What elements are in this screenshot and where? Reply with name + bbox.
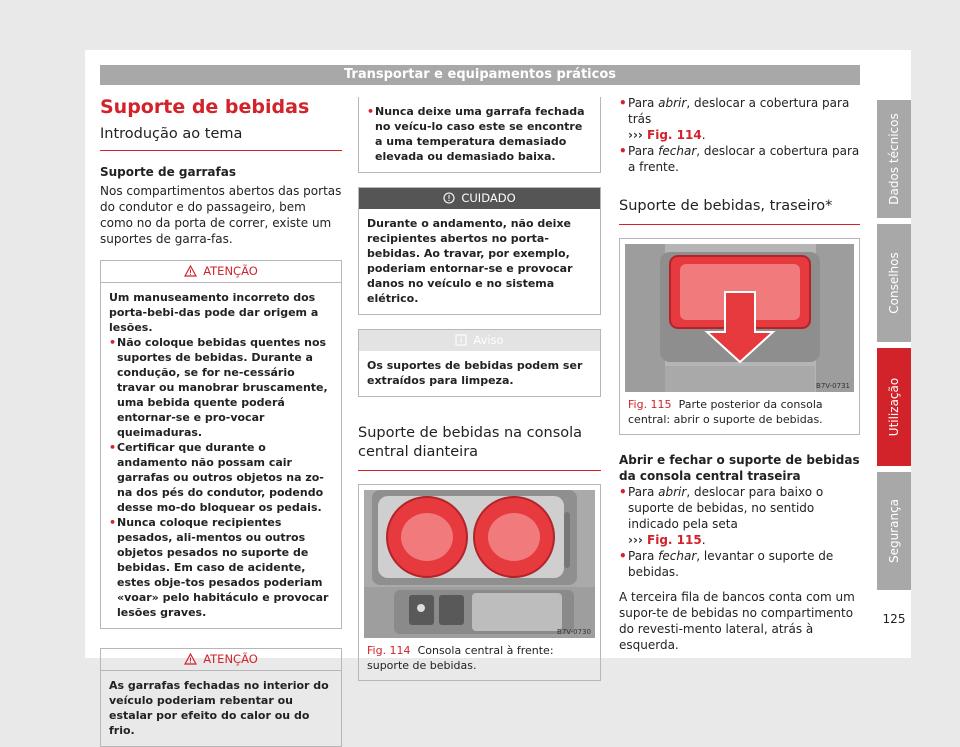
- warning-label: ATENÇÃO: [203, 264, 258, 278]
- tab-utilizacao[interactable]: [877, 348, 911, 466]
- figure-caption: [620, 397, 859, 434]
- tab-conselhos[interactable]: [877, 224, 911, 342]
- caution-label: CUIDADO: [461, 191, 516, 205]
- caution-header: [359, 188, 600, 209]
- notice-header: [359, 330, 600, 351]
- figure-image: [625, 244, 854, 392]
- column-2: [358, 97, 601, 681]
- warning-body: [101, 283, 341, 628]
- text: , deslocar a cobertura para a frente.: [628, 144, 860, 174]
- ref-text: Fig. 114: [647, 128, 702, 142]
- warning-bullet: • Certificar que durante o andamento não possam cair garrafas ou outros objetos na zo-na dos pés do condutor, podendo desse mo-do bloquear os pedais.: [109, 440, 333, 515]
- figure-reference-link[interactable]: [628, 533, 702, 547]
- tab-seguranca[interactable]: [877, 472, 911, 590]
- ref-text: Fig. 115: [647, 533, 702, 547]
- notice-box: [358, 329, 601, 397]
- caution-circle-icon: [443, 192, 455, 204]
- open-instruction: • Para abrir, deslocar a cobertura para trás ››› Fig. 114.: [619, 95, 860, 143]
- tab-label: Utilização: [887, 377, 901, 437]
- figure-number: Fig. 114: [367, 644, 411, 657]
- intro-heading: Suporte de garrafas: [100, 165, 236, 179]
- section-title-rear: Suporte de bebidas, traseiro*: [619, 197, 860, 225]
- page-number: 125: [882, 612, 906, 626]
- text: , levantar o suporte de bebidas.: [628, 549, 834, 579]
- warning-body: [359, 97, 600, 172]
- chapter-header: Transportar e equipamentos práticos: [100, 65, 860, 85]
- warning-body: As garrafas fechadas no interior do veículo poderiam rebentar ou estalar por efeito do calor ou do frio.: [109, 679, 329, 737]
- figure-caption-text: Parte posterior da consola central: abrir o suporte de bebidas.: [628, 398, 823, 426]
- notice-label: Aviso: [473, 333, 504, 347]
- warning-box-1: [100, 260, 342, 629]
- warning-box-2: [100, 648, 342, 747]
- emphasis: abrir: [658, 485, 687, 499]
- rear-console-illustration: [625, 244, 854, 392]
- column-1: [100, 95, 342, 747]
- warning-continuation-box: [358, 97, 601, 173]
- figure-number: Fig. 115: [628, 398, 672, 411]
- caution-body: Durante o andamento, não deixe recipientes abertos no porta-bebidas. Ao travar, por exemplo, poderiam entornar-se e provocar danos no veículo e no sistema elétrico.: [367, 217, 573, 305]
- column-3: [619, 95, 860, 653]
- emphasis: fechar: [658, 144, 697, 158]
- notice-body: Os suportes de bebidas podem ser extraídos para limpeza.: [367, 359, 583, 387]
- warning-header: [101, 261, 341, 283]
- rear-open-instruction: • Para abrir, deslocar para baixo o suporte de bebidas, no sentido indicado pela seta ››› Fig. 115.: [619, 484, 860, 548]
- tab-label: Dados técnicos: [887, 113, 901, 205]
- figure-reference-link[interactable]: [628, 128, 702, 142]
- figure-caption-text: Consola central à frente: suporte de bebidas.: [367, 644, 554, 672]
- intro-text: Nos compartimentos abertos das portas do condutor e do passageiro, bem como no da porta de correr, existe um suportes de garra-fas.: [100, 184, 342, 246]
- close-instruction: [619, 143, 860, 175]
- section-title-front: Suporte de bebidas na consola central dianteira: [358, 424, 601, 471]
- sub-heading: Abrir e fechar o suporte de bebidas da consola central traseira: [619, 453, 860, 483]
- page-subtitle: Introdução ao tema: [100, 125, 342, 151]
- text: Para: [628, 144, 659, 158]
- text: Para: [628, 549, 659, 563]
- emphasis: abrir: [658, 96, 687, 110]
- text: , deslocar a cobertura para trás: [628, 96, 850, 126]
- warning-triangle-icon: [184, 265, 197, 277]
- text: Para: [628, 96, 659, 110]
- warning-label: ATENÇÃO: [203, 652, 258, 666]
- figure-code: B7V-0731: [816, 382, 850, 390]
- warning-triangle-icon: [184, 653, 197, 665]
- info-icon: [455, 334, 467, 346]
- text: , deslocar para baixo o suporte de bebidas, no sentido indicado pela seta: [628, 485, 824, 531]
- front-console-illustration: [364, 490, 595, 638]
- figure-115: [619, 238, 860, 435]
- rear-close-instruction: [619, 548, 860, 580]
- warning-lead: Um manuseamento incorreto dos porta-bebi-das pode dar origem a lesões.: [109, 291, 319, 334]
- closing-text: A terceira fila de bancos conta com um supor-te de bebidas no compartimento do revesti-mento lateral, atrás à esquerda.: [619, 590, 855, 652]
- tab-label: Conselhos: [887, 252, 901, 314]
- warning-bullet: • Nunca deixe uma garrafa fechada no veícu-lo caso este se encontre a uma temperatura demasiado elevada ou demasiado baixa.: [367, 104, 592, 164]
- ref-marker: ›››: [628, 533, 643, 547]
- tab-label: Segurança: [887, 498, 901, 564]
- page-title: Suporte de bebidas: [100, 96, 310, 118]
- text: Para: [628, 485, 659, 499]
- tab-dados-tecnicos[interactable]: [877, 100, 911, 218]
- ref-marker: ›››: [628, 128, 643, 142]
- figure-code: B7V-0730: [557, 628, 591, 636]
- emphasis: fechar: [658, 549, 697, 563]
- warning-bullet: • Nunca coloque recipientes pesados, ali-mentos ou outros objetos pesados no suporte de bebidas. Em caso de acidente, estes obje-tos pesados poderiam «voar» pelo habitáculo e provocar lesões graves.: [109, 515, 333, 620]
- caution-box: [358, 187, 601, 315]
- figure-114: [358, 484, 601, 681]
- warning-bullet: • Não coloque bebidas quentes nos suportes de bebidas. Durante a condução, se for ne-cessário travar ou manobrar bruscamente, uma bebida quente poderá entornar-se e pro-vocar queimaduras.: [109, 335, 333, 440]
- warning-header: [101, 649, 341, 671]
- figure-image: [364, 490, 595, 638]
- figure-caption: [359, 643, 600, 680]
